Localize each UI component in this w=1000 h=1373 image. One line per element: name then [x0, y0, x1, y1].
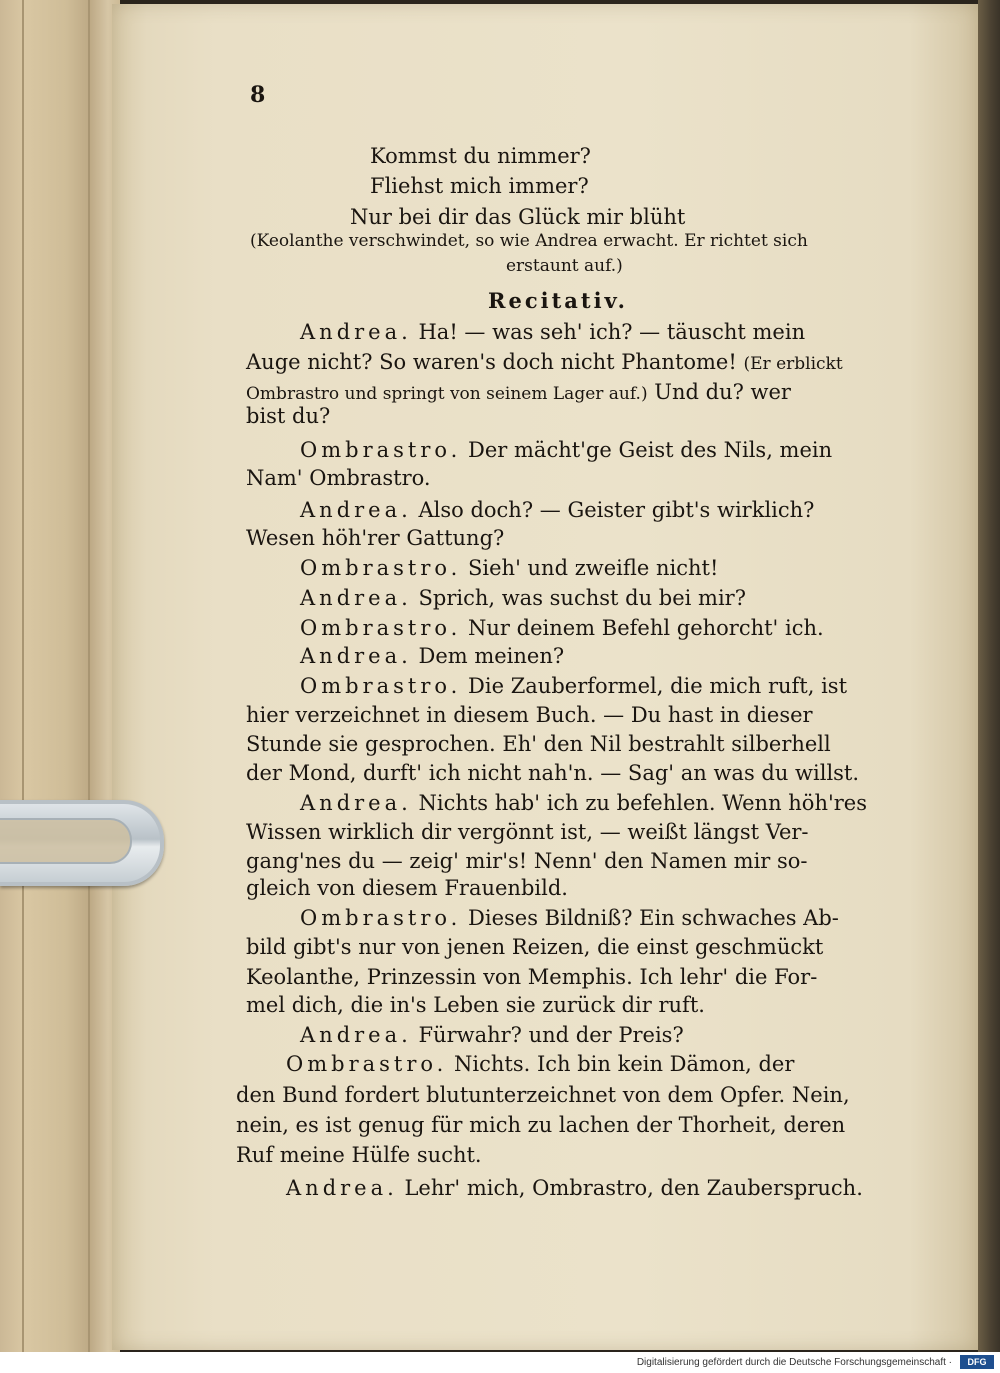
dialogue-text: Nichts hab' ich zu befehlen. Wenn höh'res — [418, 791, 867, 815]
speaker-name: Andrea. — [300, 644, 412, 668]
dfg-logo: DFG — [960, 1355, 994, 1369]
dialogue-text: Wissen wirklich dir vergönnt ist, — weißt längst Ver- — [246, 820, 809, 844]
dialogue-text: Lehr' mich, Ombrastro, den Zauberspruch. — [404, 1176, 863, 1200]
page-edge — [88, 0, 90, 1352]
footer-bar — [0, 1352, 1000, 1373]
dialogue-text: bild gibt's nur von jenen Reizen, die einst geschmückt — [246, 935, 824, 959]
dialogue-text: Nichts. Ich bin kein Dämon, der — [454, 1052, 795, 1076]
dialogue-text: Und du? wer — [654, 380, 791, 404]
speaker-name: Andrea. — [300, 1023, 412, 1047]
speaker-name: Ombrastro. — [300, 674, 462, 698]
speaker-name: Ombrastro. — [300, 616, 462, 640]
page-number: 8 — [250, 82, 266, 108]
dialogue-text: Dem meinen? — [418, 644, 565, 668]
speaker-name: Andrea. — [300, 320, 412, 344]
speaker-name: Ombrastro. — [300, 906, 462, 930]
verse-line: Nur bei dir das Glück mir blüht — [350, 205, 686, 229]
stage-direction: (Er erblickt — [743, 354, 843, 374]
dialogue-text: Stunde sie gesprochen. Eh' den Nil bestrahlt silberhell — [246, 732, 831, 756]
dialogue-text: Ha! — was seh' ich? — täuscht mein — [418, 320, 806, 344]
speaker-name: Ombrastro. — [300, 438, 462, 462]
verse-line: Kommst du nimmer? — [370, 144, 591, 168]
dialogue-text: Ruf meine Hülfe sucht. — [236, 1143, 482, 1167]
dialogue-text: Also doch? — Geister gibt's wirklich? — [418, 498, 815, 522]
dialogue-text: Sprich, was suchst du bei mir? — [418, 586, 746, 610]
footer-text: Digitalisierung gefördert durch die Deutsche Forschungsgemeinschaft · — [636, 1357, 952, 1368]
page-text — [128, 0, 968, 1350]
dialogue-text: Nur deinem Befehl gehorcht' ich. — [468, 616, 824, 640]
speaker-name: Andrea. — [300, 791, 412, 815]
dialogue-text: Auge nicht? So waren's doch nicht Phantome! — [246, 350, 737, 374]
dialogue-text: Die Zauberformel, die mich ruft, ist — [468, 674, 848, 698]
dialogue-text: Keolanthe, Prinzessin von Memphis. Ich lehr' die For- — [246, 965, 818, 989]
book-spine-shadow — [978, 0, 1000, 1352]
book-background-left — [0, 0, 120, 1352]
speaker-name: Andrea. — [300, 498, 412, 522]
speaker-name: Ombrastro. — [286, 1052, 448, 1076]
dialogue-text: bist du? — [246, 404, 331, 428]
stage-direction: (Keolanthe verschwindet, so wie Andrea erwacht. Er richtet sich — [250, 231, 808, 251]
dialogue-text: Wesen höh'rer Gattung? — [246, 526, 505, 550]
dialogue-text: gang'nes du — zeig' mir's! Nenn' den Namen mir so- — [246, 849, 808, 873]
dialogue-text: Fürwahr? und der Preis? — [418, 1023, 684, 1047]
dialogue-text: der Mond, durft' ich nicht nah'n. — Sag' an was du willst. — [246, 761, 860, 785]
speaker-name: Andrea. — [286, 1176, 398, 1200]
dialogue-text: Sieh' und zweifle nicht! — [468, 556, 719, 580]
dialogue-text: mel dich, die in's Leben sie zurück dir ruft. — [246, 993, 705, 1017]
dialogue-text: gleich von diesem Frauenbild. — [246, 876, 568, 900]
speaker-name: Andrea. — [300, 586, 412, 610]
stage-direction: Ombrastro und springt von seinem Lager auf.) — [246, 384, 648, 404]
dialogue-text: Dieses Bildniß? Ein schwaches Ab- — [468, 906, 839, 930]
dialogue-text: hier verzeichnet in diesem Buch. — Du hast in dieser — [246, 703, 813, 727]
page-edge — [22, 0, 24, 1352]
verse-line: Fliehst mich immer? — [370, 174, 589, 198]
section-heading: Recitativ. — [488, 288, 628, 313]
dialogue-text: den Bund fordert blutunterzeichnet von dem Opfer. Nein, — [236, 1083, 850, 1107]
dialogue-text: Der mächt'ge Geist des Nils, mein — [468, 438, 833, 462]
stage-direction: erstaunt auf.) — [506, 256, 623, 276]
dialogue-text: nein, es ist genug für mich zu lachen der Thorheit, deren — [236, 1113, 846, 1137]
dialogue-text: Nam' Ombrastro. — [246, 466, 431, 490]
speaker-name: Ombrastro. — [300, 556, 462, 580]
